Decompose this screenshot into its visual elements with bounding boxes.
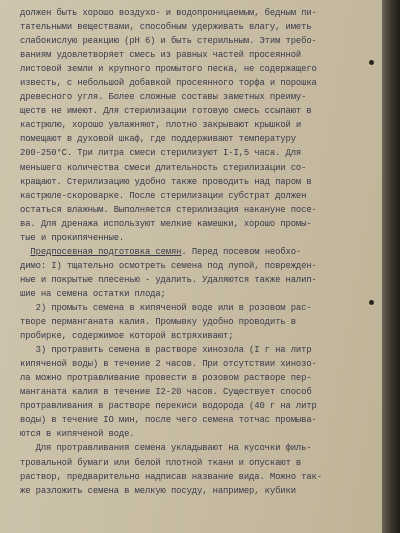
text-line: воды) в течение IO мин, после чего семена тотчас промыва- <box>20 415 317 426</box>
text-line: ные и покрытые плесенью - удалить. Удаляются также налип- <box>20 274 317 285</box>
body-text <box>20 6 375 498</box>
text-line: ваниям удовлетворяет смесь из равных частей просеянной <box>20 50 302 61</box>
text-line: тательными веществами, способным удерживать влагу, иметь <box>20 22 312 33</box>
text-line: манганата калия в течение I2-20 часов. Существует способ <box>20 387 312 398</box>
binding-hole <box>369 300 374 305</box>
text-line: раствор, предварительно надписав название вида. Можно так- <box>20 471 322 482</box>
text-line: протравливания в растворе перекиси водорода (40 г на литр <box>20 401 317 412</box>
text-line: листовой земли и крупного промытого песка, не содержащего <box>20 64 317 75</box>
text-line: ла можно протравливание провести в розовом растворе пер- <box>20 373 312 384</box>
binding-hole <box>369 60 374 65</box>
text-line <box>20 245 375 259</box>
text-line: шие на семена остатки плода; <box>20 288 166 299</box>
text-line: Для протравливания семена укладывают на кусочки филь- <box>20 443 312 454</box>
page-edge-shadow <box>382 0 400 533</box>
text-line: известь, с небольшой добавкой просеянного торфа и порошка <box>20 78 317 89</box>
line-suffix: . Перед посевом необхо- <box>181 246 302 257</box>
text-line: кипяченой воды) в течение 2 часов. При отсутствии хинозо- <box>20 359 317 370</box>
text-line: слабокислую реакцию (рН 6) и быть стерильным. Этим требо- <box>20 36 317 47</box>
text-line: помещают в духовой шкаф, где поддерживают температуру <box>20 134 296 145</box>
text-line: тые и прокипяченные. <box>20 232 125 243</box>
text-line: пробирке, содержимое которой встряхивают; <box>20 331 234 342</box>
text-line: древесного угля. Более сложные составы заметных преиму- <box>20 92 307 103</box>
text-line: 3) протравить семена в растворе хинозола (I г на литр <box>20 345 312 356</box>
text-line: меньшего количества смеси длительность стерилизации со- <box>20 162 307 173</box>
text-line: кастрюлю, хорошо увлажняют, плотно закрывают крышкой и <box>20 120 302 131</box>
section-heading: Предпосевная подготовка семян <box>30 246 182 257</box>
line-prefix <box>20 247 30 257</box>
text-line: кастрюле-скороварке. После стерилизации субстрат должен <box>20 190 307 201</box>
text-line: димо: I) тщательно осмотреть семена под лупой, поврежден- <box>20 260 317 271</box>
text-line: должен быть хорошо воздухо- и водопроницаемым, бедным пи- <box>20 8 317 18</box>
text-line: творе перманганата калия. Промывку удобно проводить в <box>20 317 296 328</box>
text-line: ществ не имеют. Для стерилизации готовую смесь ссыпают в <box>20 106 312 117</box>
text-line: тровальной бумаги или белой плотной ткани и опускают в <box>20 457 302 468</box>
text-line: 200-250°С. Три литра смеси стерилизуют I-I,5 часа. Для <box>20 148 302 159</box>
text-line: остаться влажным. Выполняется стерилизация накануне посе- <box>20 204 317 215</box>
text-line: ва. Для дренажа используют мелкие камешки, хорошо промы- <box>20 218 312 229</box>
text-line: 2) промыть семена в кипяченой воде или в розовом рас- <box>20 302 312 313</box>
text-line: ются в кипяченой воде. <box>20 429 135 440</box>
text-line: же разложить семена в мелкую посуду, например, кубики <box>20 485 296 496</box>
text-line: кращают. Стерилизацию удобно также проводить над паром в <box>20 176 312 187</box>
